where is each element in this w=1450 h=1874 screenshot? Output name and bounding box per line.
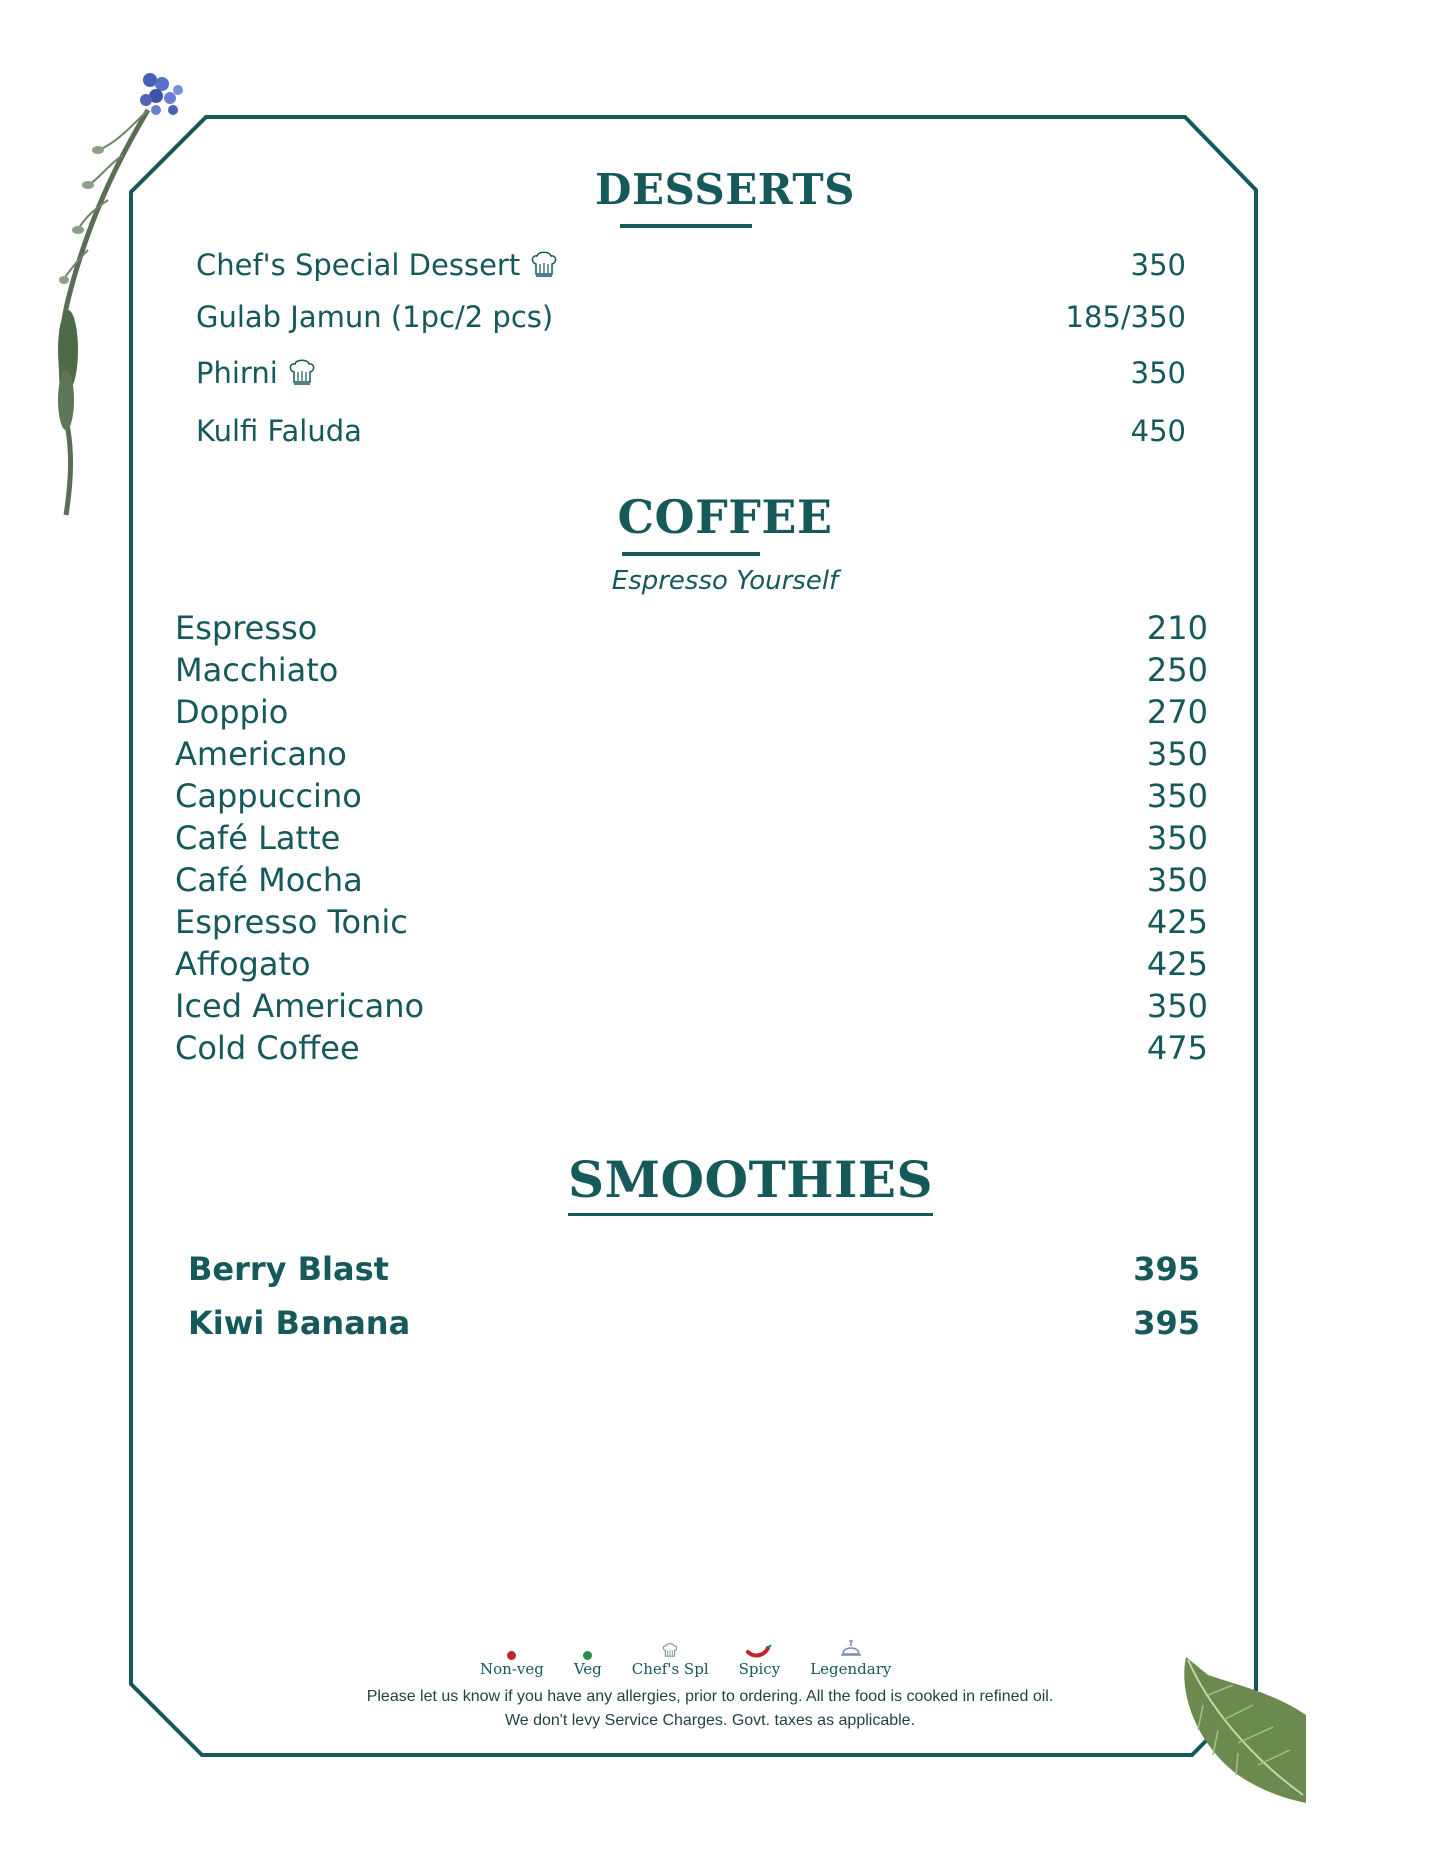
forget-me-not-illustration bbox=[28, 70, 198, 520]
item-name: Americano bbox=[175, 735, 347, 773]
item-name: Café Mocha bbox=[175, 861, 363, 899]
legend-item-legendary: Legendary bbox=[810, 1640, 891, 1678]
menu-item bbox=[196, 414, 1186, 448]
item-price: 350 bbox=[1146, 777, 1208, 815]
menu-item bbox=[175, 692, 1208, 732]
menu-item bbox=[175, 734, 1208, 774]
item-price: 475 bbox=[1146, 1029, 1208, 1067]
item-price: 210 bbox=[1146, 609, 1208, 647]
item-name: Espresso bbox=[175, 609, 318, 647]
legend-item-veg: Veg bbox=[574, 1640, 602, 1678]
item-price: 350 bbox=[1146, 735, 1208, 773]
item-name: Kulfi Faluda bbox=[196, 414, 362, 448]
item-name: Berry Blast bbox=[188, 1250, 389, 1288]
menu-item bbox=[188, 1304, 1200, 1342]
item-price: 450 bbox=[1130, 414, 1186, 448]
item-name: Gulab Jamun (1pc/2 pcs) bbox=[196, 300, 554, 334]
coffee-tagline: Espresso Yourself bbox=[611, 566, 839, 596]
item-name: Affogato bbox=[175, 945, 311, 983]
menu-item bbox=[175, 944, 1208, 984]
legend bbox=[480, 1640, 921, 1678]
item-price: 395 bbox=[1133, 1250, 1200, 1288]
menu-item bbox=[175, 1028, 1208, 1068]
item-price: 350 bbox=[1130, 356, 1186, 390]
chef-hat-icon bbox=[288, 358, 316, 388]
legend-item-nonveg: Non-veg bbox=[480, 1640, 544, 1678]
item-price: 250 bbox=[1146, 651, 1208, 689]
leaf-illustration bbox=[1178, 1655, 1308, 1805]
item-name: Cold Coffee bbox=[175, 1029, 360, 1067]
item-name: Café Latte bbox=[175, 819, 341, 857]
menu-item bbox=[175, 776, 1208, 816]
item-price: 350 bbox=[1146, 987, 1208, 1025]
smoothies-heading: SMOOTHIES bbox=[568, 1150, 933, 1216]
legend-item-chef: Chef's Spl bbox=[632, 1640, 709, 1678]
item-price: 425 bbox=[1146, 945, 1208, 983]
veg-dot-icon bbox=[583, 1651, 592, 1660]
desserts-heading: DESSERTS bbox=[595, 165, 855, 214]
item-price: 350 bbox=[1146, 861, 1208, 899]
menu-item bbox=[175, 986, 1208, 1026]
item-price: 350 bbox=[1130, 248, 1186, 282]
item-price: 350 bbox=[1146, 819, 1208, 857]
menu-item bbox=[196, 300, 1186, 334]
menu-item bbox=[196, 356, 1186, 390]
item-name: Espresso Tonic bbox=[175, 903, 408, 941]
menu-item bbox=[188, 1250, 1200, 1288]
item-name: Kiwi Banana bbox=[188, 1304, 411, 1342]
nonveg-dot-icon bbox=[507, 1651, 516, 1660]
item-price: 425 bbox=[1146, 903, 1208, 941]
chili-icon bbox=[746, 1644, 772, 1660]
legendary-dish-icon bbox=[840, 1638, 862, 1660]
chef-hat-icon bbox=[662, 1642, 678, 1660]
item-name: Cappuccino bbox=[175, 777, 362, 815]
menu-item bbox=[175, 650, 1208, 690]
menu-item bbox=[175, 608, 1208, 648]
chef-hat-icon bbox=[530, 250, 558, 280]
allergy-note: Please let us know if you have any allergies, prior to ordering. All the food is cooked in refined oil. bbox=[366, 1688, 1054, 1705]
menu-item bbox=[175, 860, 1208, 900]
menu-item bbox=[175, 902, 1208, 942]
item-name: Doppio bbox=[175, 693, 289, 731]
coffee-underline bbox=[622, 552, 760, 556]
menu-item bbox=[175, 818, 1208, 858]
item-price: 185/350 bbox=[1065, 300, 1186, 334]
desserts-underline bbox=[620, 224, 752, 228]
tax-note: We don't levy Service Charges. Govt. taxes as applicable. bbox=[504, 1712, 916, 1729]
item-price: 270 bbox=[1146, 693, 1208, 731]
item-name: Iced Americano bbox=[175, 987, 425, 1025]
item-name: Chef's Special Dessert bbox=[196, 248, 521, 282]
coffee-heading: COFFEE bbox=[617, 490, 833, 544]
menu-item bbox=[196, 248, 1186, 282]
legend-item-spicy: Spicy bbox=[739, 1640, 781, 1678]
item-name: Phirni bbox=[196, 356, 278, 390]
item-name: Macchiato bbox=[175, 651, 339, 689]
item-price: 395 bbox=[1133, 1304, 1200, 1342]
